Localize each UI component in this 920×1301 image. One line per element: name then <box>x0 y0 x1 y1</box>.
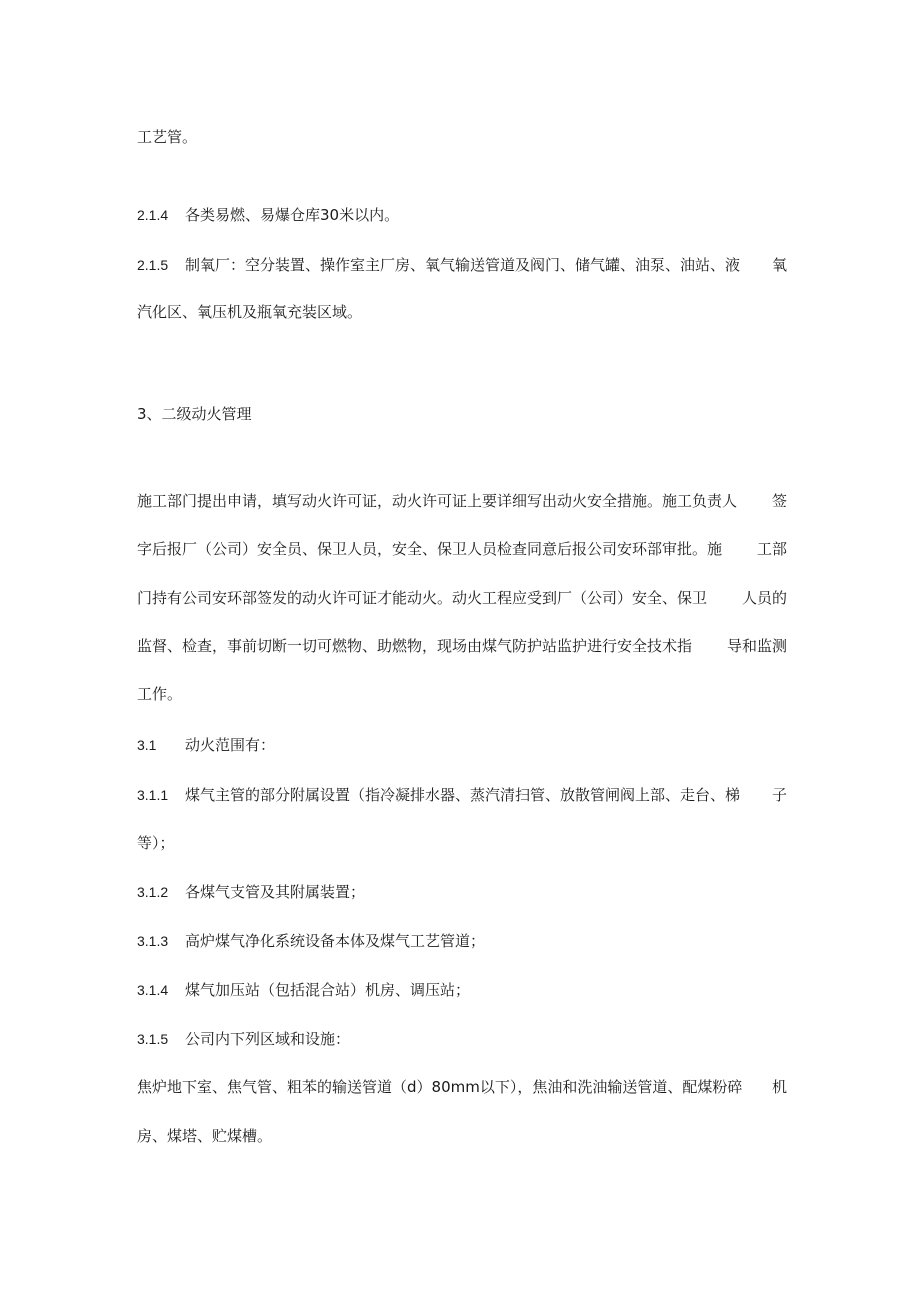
section-3-1-1-line-1 <box>137 785 787 805</box>
paragraph-text: 工作。 <box>137 685 183 703</box>
section-number: 3.1.2 <box>137 884 169 900</box>
section-text: 汽化区、氧压机及瓶氧充装区域。 <box>137 303 363 321</box>
section-text-end: 子 <box>771 786 787 804</box>
section-number: 2.1.5 <box>137 257 169 273</box>
section-text: 制氧厂：空分装置、操作室主厂房、氧气输送管道及阀门、储气罐、油泵、油站、液 <box>185 256 741 274</box>
section-number: 3.1.4 <box>137 982 169 998</box>
section-number: 3.1 <box>137 737 157 753</box>
section-3-1-1-line-2 <box>137 833 787 853</box>
section-text: 高炉煤气净化系统设备本体及煤气工艺管道； <box>185 932 486 950</box>
heading-3 <box>137 404 787 424</box>
section-number: 3.1.3 <box>137 933 169 949</box>
section-3-1-5 <box>137 1029 787 1049</box>
paragraph-text: 字后报厂（公司）安全员、保卫人员，安全、保卫人员检查同意后报公司安环部审批。施 <box>137 540 723 558</box>
section-text: 煤气加压站（包括混合站）机房、调压站； <box>185 981 471 999</box>
list-text: 房、煤塔、贮煤槽。 <box>137 1127 273 1145</box>
paragraph-line-5 <box>137 684 787 704</box>
section-text-end: 氧 <box>771 256 787 274</box>
section-text: 各煤气支管及其附属装置； <box>185 883 366 901</box>
list-text-end: 机 <box>771 1078 787 1096</box>
section-text: 各类易燃、易爆仓库30米以内。 <box>185 206 400 224</box>
section-text: 等）； <box>137 834 175 852</box>
list-line-2 <box>137 1126 787 1146</box>
section-text: 公司内下列区域和设施： <box>185 1030 351 1048</box>
section-2-1-4 <box>137 205 787 225</box>
section-text: 煤气主管的部分附属设置（指冷凝排水器、蒸汽清扫管、放散管闸阀上部、走台、梯 <box>185 786 741 804</box>
section-3-1-3 <box>137 931 787 951</box>
section-text: 动火范围有： <box>185 736 276 754</box>
section-2-1-5-line-1 <box>137 255 787 275</box>
section-3-1-2 <box>137 882 787 902</box>
paragraph-text-end: 导和监测 <box>726 637 787 655</box>
heading-text: 3、二级动火管理 <box>137 405 252 423</box>
section-2-1-5-line-2 <box>137 302 787 322</box>
list-text: 焦炉地下室、焦气管、粗苯的输送管道（d）80mm以下），焦油和洗油输送管道、配煤粉碎 <box>137 1078 743 1096</box>
paragraph-continuation <box>137 127 787 147</box>
paragraph-text: 监督、检查，事前切断一切可燃物、助燃物，现场由煤气防护站监护进行安全技术指 <box>137 637 693 655</box>
paragraph-text: 施工部门提出申请，填写动火许可证，动火许可证上要详细写出动火安全措施。施工负责人 <box>137 492 738 510</box>
section-3-1 <box>137 735 787 755</box>
section-number: 2.1.4 <box>137 207 169 223</box>
paragraph-line-2 <box>137 539 787 559</box>
paragraph-line-4 <box>137 636 787 656</box>
list-line-1 <box>137 1077 787 1097</box>
paragraph-text-end: 签 <box>771 492 787 510</box>
paragraph-text: 门持有公司安环部签发的动火许可证才能动火。动火工程应受到厂（公司）安全、保卫 <box>137 589 708 607</box>
paragraph-line-3 <box>137 588 787 608</box>
paragraph-line-1 <box>137 491 787 511</box>
paragraph-text-end: 人员的 <box>741 589 787 607</box>
section-number: 3.1.5 <box>137 1031 169 1047</box>
section-number: 3.1.1 <box>137 787 169 803</box>
text: 工艺管。 <box>137 128 198 146</box>
paragraph-text-end: 工部 <box>756 540 787 558</box>
section-3-1-4 <box>137 980 787 1000</box>
